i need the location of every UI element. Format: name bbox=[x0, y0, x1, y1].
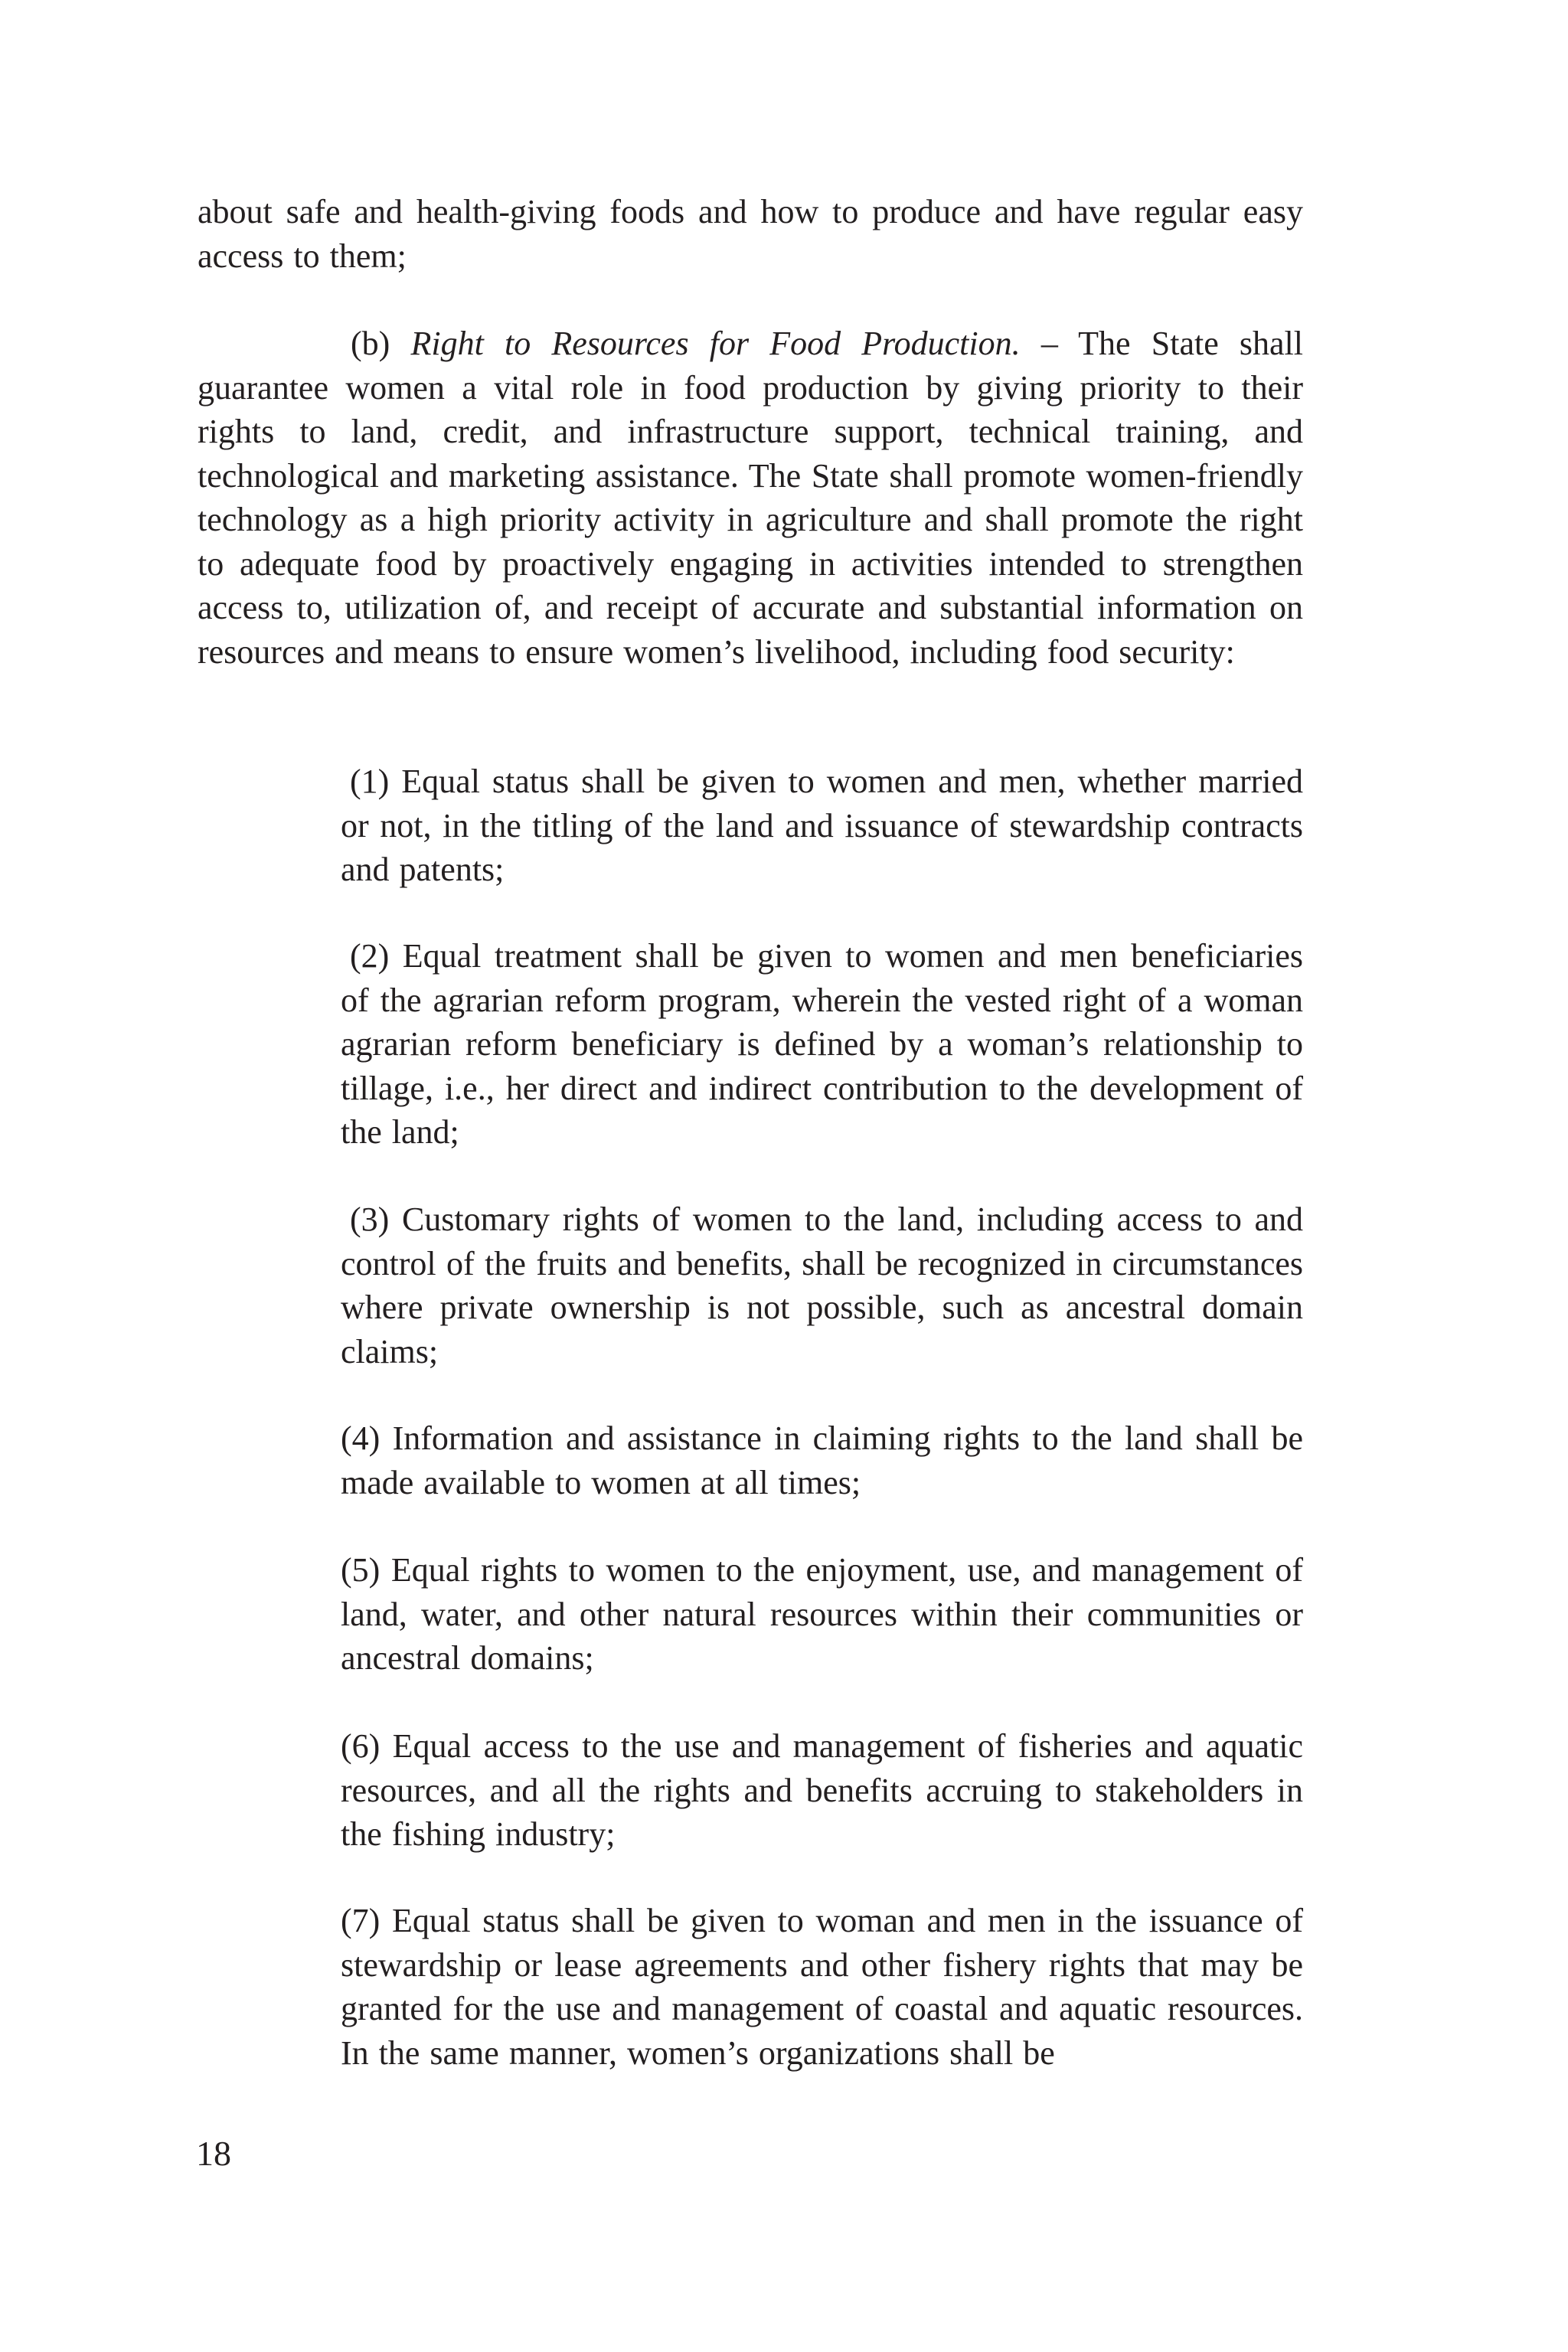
list-item-7: (7) Equal status shall be given to woman and men in the issuance of stewardship or lease agreements and other fishery rights that may be granted for the use and management of coastal and aquatic resources. In the same manner, women’s organizations shall be bbox=[341, 1902, 1303, 2072]
intro-paragraph: about safe and health-giving foods and how to produce and have regular easy access to them; bbox=[198, 193, 1303, 275]
section-b-body: – The State shall guarantee women a vital role in food production by giving priority to their rights to land, credit, and infrastructure support, technical training, and technological and marketing assistance. The State shall promote women-friendly technology as a high priority activity in agriculture and shall promote the right to adequate food by proactively engaging in activities intended to strengthen access to, utilization of, and receipt of accurate and substantial information on resources and means to ensure women’s livelihood, including food security: bbox=[198, 325, 1304, 671]
page-number: 18 bbox=[196, 2134, 231, 2173]
list-item-4: (4) Information and assistance in claiming rights to the land shall be made available to women at all times; bbox=[341, 1419, 1303, 1501]
list-item-1-text: (1) Equal status shall be given to women and men, whether married or not, in the titling of the land and issuance of stewardship contracts and patents; bbox=[341, 763, 1303, 888]
list-item-2 bbox=[341, 934, 1303, 1155]
section-b-label: (b) bbox=[351, 325, 390, 362]
list-item-1 bbox=[341, 760, 1303, 892]
section-b-heading: Right to Resources for Food Production. bbox=[410, 325, 1021, 362]
list-item-2-text: (2) Equal treatment shall be given to women and men beneficiaries of the agrarian reform program, wherein the vested right of a woman agrarian reform beneficiary is defined by a woman’s relationship to tillage, i.e., her direct and indirect contribution to the development of the land; bbox=[341, 937, 1303, 1151]
list-item-5: (5) Equal rights to women to the enjoyment, use, and management of land, water, and other natural resources within their communities or ancestral domains; bbox=[341, 1551, 1303, 1677]
list-item-6: (6) Equal access to the use and management of fisheries and aquatic resources, and all the rights and benefits accruing to stakeholders in the fishing industry; bbox=[341, 1727, 1303, 1853]
list-item-3 bbox=[341, 1197, 1303, 1374]
section-b-paragraph bbox=[198, 322, 1303, 674]
list-item-3-text: (3) Customary rights of women to the land, including access to and control of the fruits and benefits, shall be recognized in circumstances where private ownership is not possible, such as ancestral domain claims; bbox=[341, 1200, 1303, 1370]
